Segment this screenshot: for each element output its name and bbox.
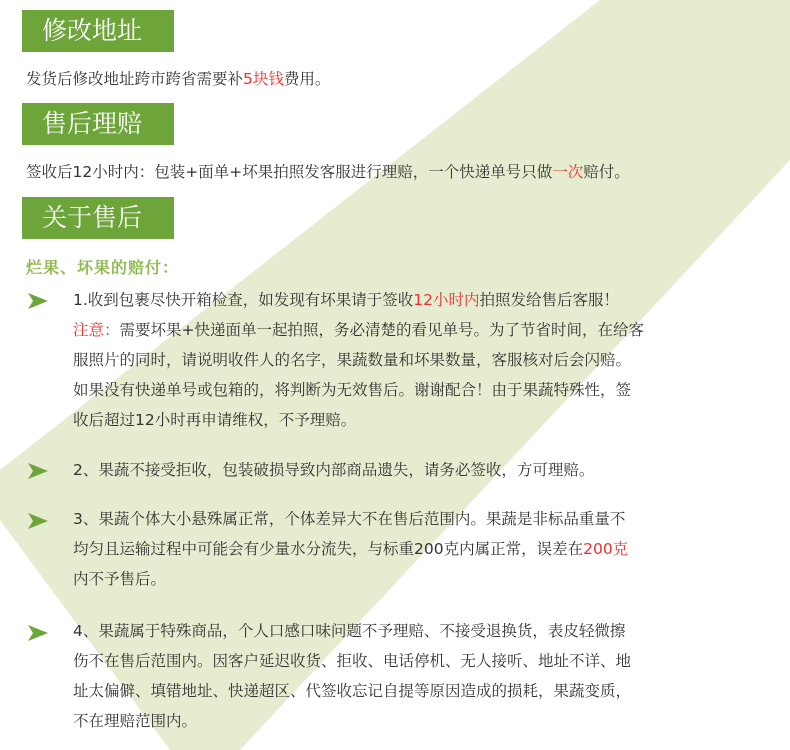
item-4-line-1: 4、果蔬属于特殊商品，个人口感口味问题不予理赔、不接受退换货，表皮轻微擦 bbox=[73, 622, 626, 640]
item-1-line-5: 收后超过12小时再申请维权，不予理赔。 bbox=[73, 411, 357, 429]
item-4-line-2: 伤不在售后范围内。因客户延迟收货、拒收、电话停机、无人接听、地址不详、地 bbox=[73, 652, 632, 670]
after-sale-claim-text bbox=[26, 160, 630, 182]
claim-text-before: 签收后12小时内：包装+面单+坏果拍照发客服进行理赔，一个快递单号只做 bbox=[26, 163, 553, 181]
triangle-arrow-right-icon bbox=[28, 463, 48, 479]
item-1-line-4: 如果没有快递单号或包箱的，将判断为无效售后。谢谢配合！由于果蔬特殊性，签 bbox=[73, 381, 632, 399]
item-3-200g-highlight: 200克 bbox=[583, 540, 629, 558]
section-title-about-after-sale: 关于售后 bbox=[22, 197, 174, 239]
triangle-arrow-right-icon bbox=[28, 293, 48, 309]
item-3-line-3: 内不予售后。 bbox=[73, 570, 167, 588]
section-title-after-sale-claim: 售后理赔 bbox=[22, 103, 174, 145]
item-1-line-1-before: 1.收到包裹尽快开箱检查，如发现有坏果请于签收 bbox=[73, 291, 414, 309]
item-3-line-1: 3、果蔬个体大小悬殊属正常，个体差异大不在售后范围内。果蔬是非标品重量不 bbox=[73, 510, 626, 528]
item-1-line-1 bbox=[73, 285, 644, 315]
item-1-note-label: 注意： bbox=[73, 321, 120, 339]
item-3-line-2-before: 均匀且运输过程中可能会有少量水分流失，与标重200克内属正常，误差在 bbox=[73, 540, 584, 558]
item-3-line-2 bbox=[73, 534, 628, 564]
triangle-arrow-right-icon bbox=[28, 625, 48, 641]
after-sale-item-1 bbox=[73, 285, 644, 435]
item-1-line-3: 服照片的同时，请说明收件人的名字，果蔬数量和坏果数量，客服核对后会闪赔。 bbox=[73, 351, 632, 369]
item-2-line-1: 2、果蔬不接受拒收，包装破损导致内部商品遗失，请务必签收，方可理赔。 bbox=[73, 461, 595, 479]
modify-address-text bbox=[26, 67, 330, 89]
after-sale-item-2 bbox=[73, 455, 594, 485]
modify-address-text-after: 费用。 bbox=[283, 70, 331, 88]
after-sale-item-4 bbox=[73, 616, 631, 736]
section-title-modify-address: 修改地址 bbox=[22, 10, 174, 52]
rotten-fruit-compensation-subtitle: 烂果、坏果的赔付： bbox=[26, 258, 180, 277]
item-4-line-3: 址太偏僻、填错地址、快递超区、代签收忘记自提等原因造成的损耗，果蔬变质， bbox=[73, 682, 632, 700]
item-1-note-text: 需要坏果+快递面单一起拍照，务必清楚的看见单号。为了节省时间，在给客 bbox=[119, 321, 645, 339]
item-4-line-4: 不在理赔范围内。 bbox=[73, 712, 198, 730]
item-1-12-hours-highlight: 12小时内 bbox=[413, 291, 480, 309]
after-sale-item-3 bbox=[73, 504, 628, 594]
triangle-arrow-right-icon bbox=[28, 513, 48, 529]
claim-text-after: 赔付。 bbox=[583, 163, 630, 181]
item-1-line-2 bbox=[73, 315, 644, 345]
modify-address-fee-highlight: 5块钱 bbox=[243, 70, 284, 88]
modify-address-text-before: 发货后修改地址跨市跨省需要补 bbox=[26, 70, 244, 88]
item-1-line-1-after: 拍照发给售后客服！ bbox=[479, 291, 620, 309]
claim-once-highlight: 一次 bbox=[552, 163, 584, 181]
